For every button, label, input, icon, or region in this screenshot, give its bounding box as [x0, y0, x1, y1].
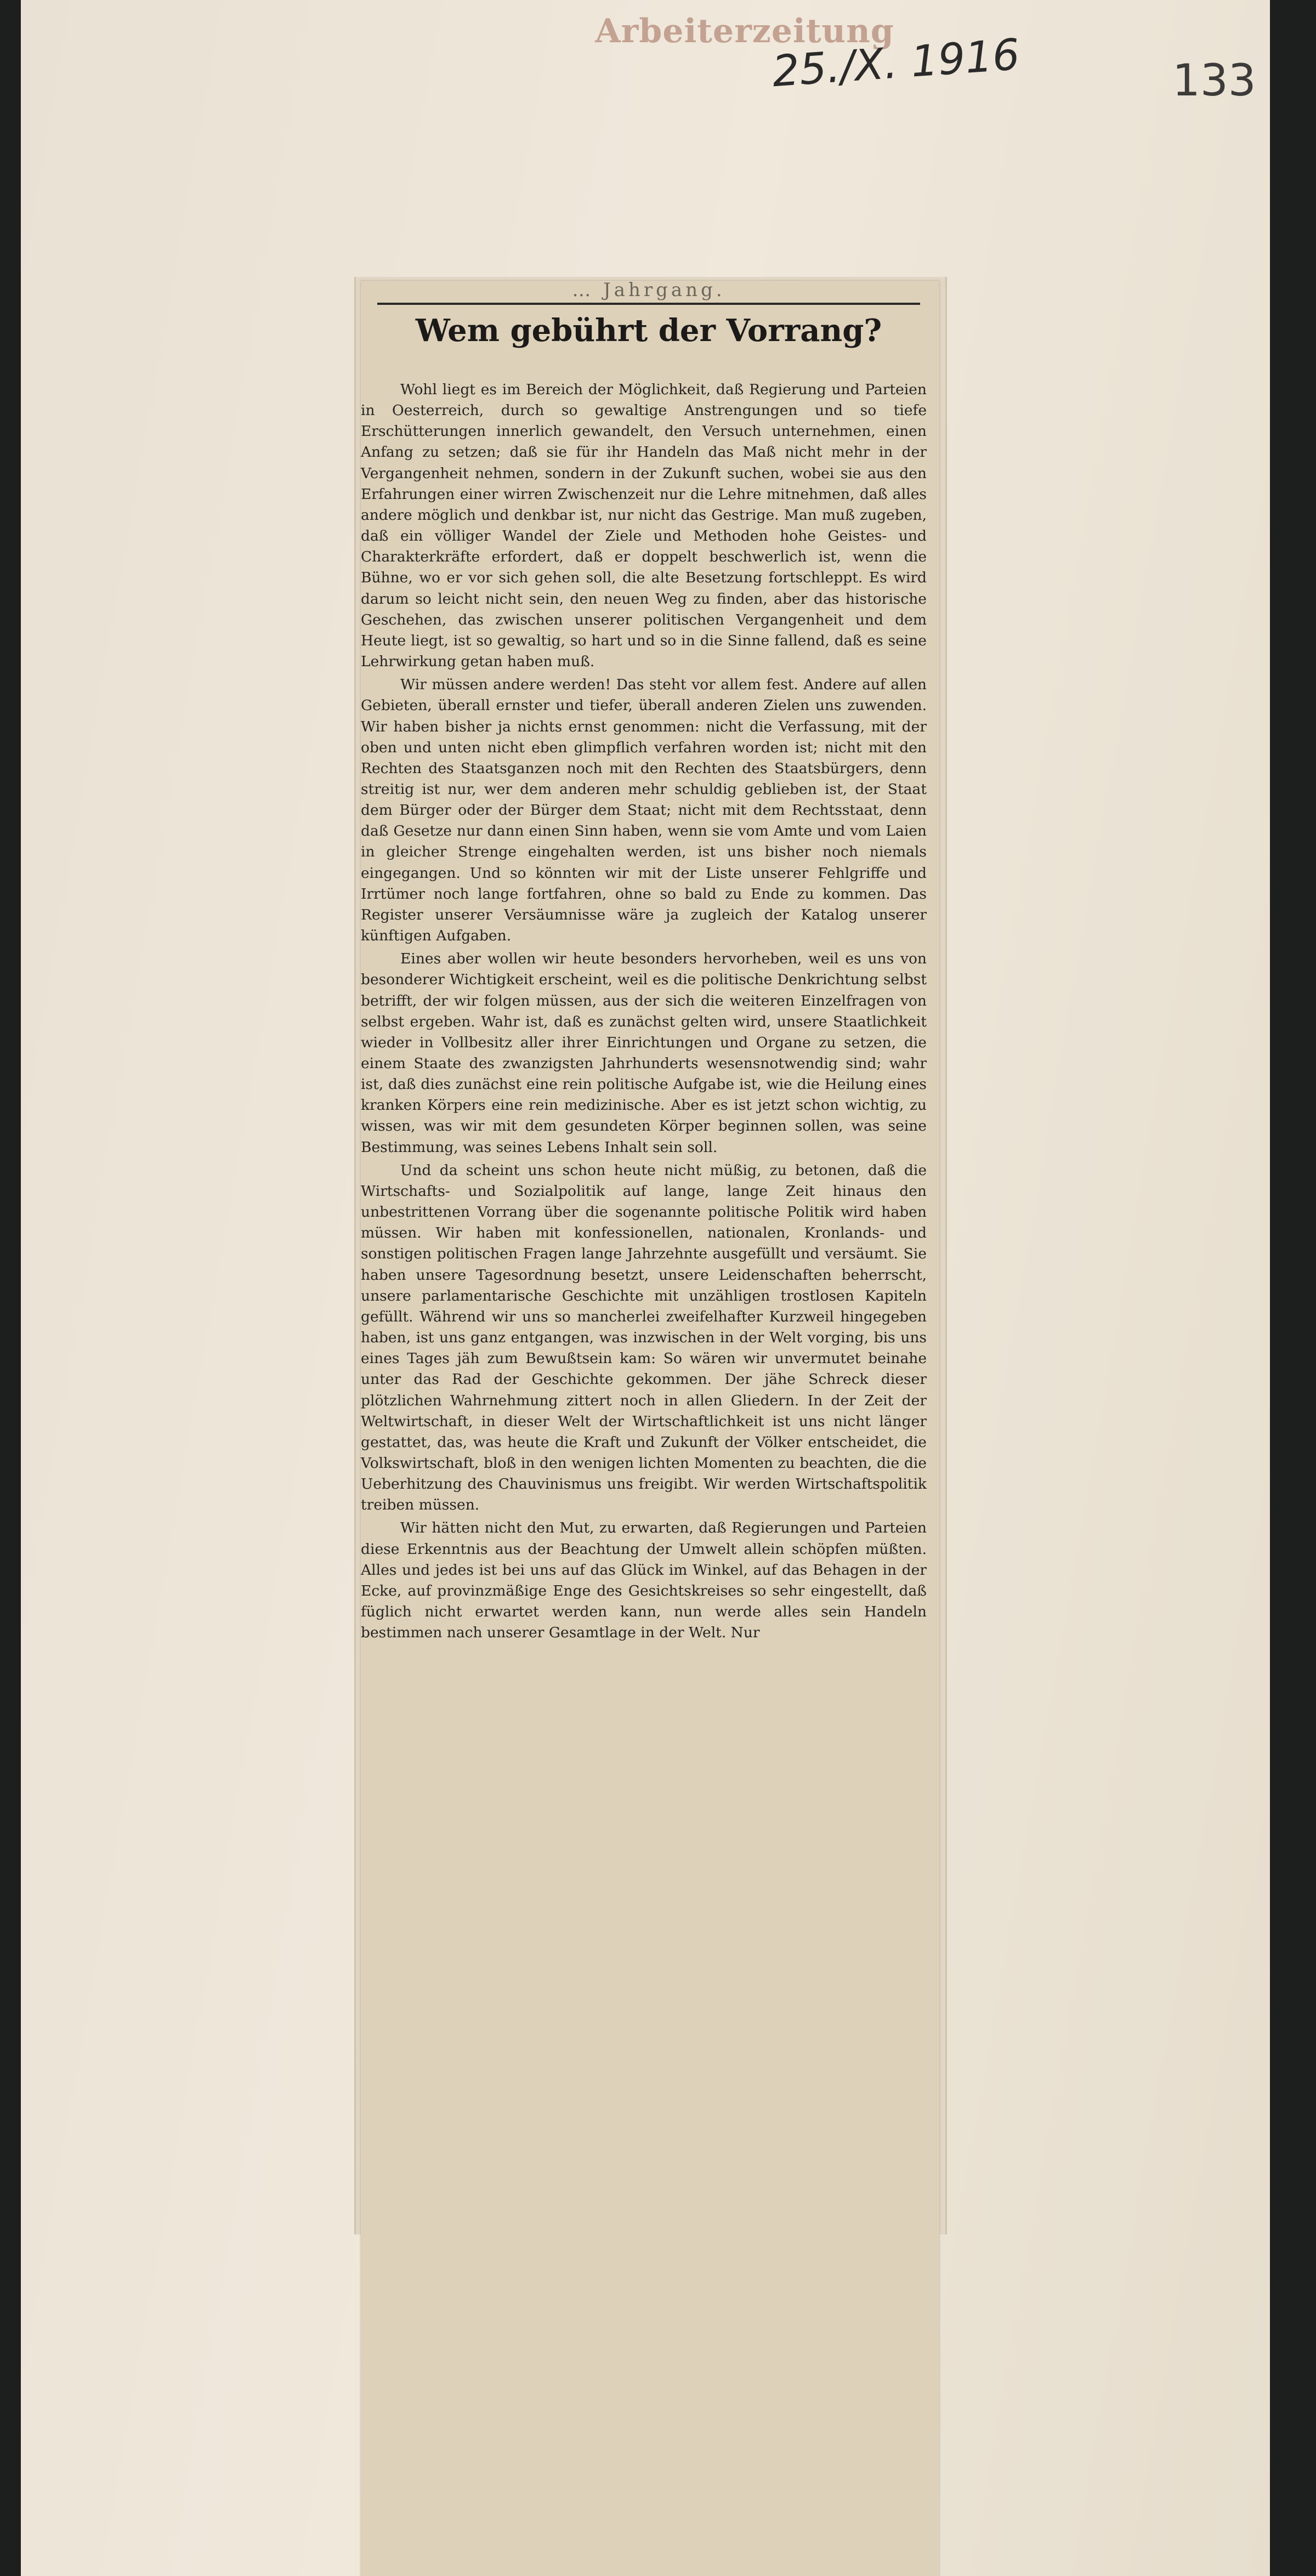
handwritten-page-number: 133	[1172, 55, 1256, 106]
article-paragraph: Und da scheint uns schon heute nicht müßig, zu betonen, daß die Wirtschafts- und Sozialpolitik auf lange, lange Zeit hinaus den unbestrittenen Vorrang über die sogenannte politische Politik wird haben müssen. Wir haben mit konfessionellen, nationalen, Kronlands- und sonstigen politischen Fragen lange Jahrzehnte ausgefüllt und versäumt. Sie haben unsere Tagesordnung besetzt, unsere Leidenschaften beherrscht, unsere parlamentarische Geschichte mit unzähligen trostlosen Kapiteln gefüllt. Während wir uns so mancherlei zweifelhafter Kurzweil hingegeben haben, ist uns ganz entgangen, was inzwischen in der Welt vorging, bis uns eines Tages jäh zum Bewußtsein kam: So wären wir unvermutet beinahe unter das Rad der Geschichte gekommen. Der jähe Schreck dieser plötzlichen Wahrnehmung zittert noch in allen Gliedern. In der Zeit der Weltwirtschaft, in dieser Welt der Wirtschaftlichkeit ist uns nicht länger gestattet, das, was heute die Kraft und Zukunft der Völker entscheidet, die Volkswirtschaft, bloß in den wenigen lichten Momenten zu beachten, die die Ueberhitzung des Chauvinismus uns freigibt. Wir werden Wirtschaftspolitik treiben müssen.	[361, 1161, 927, 1514]
article-paragraph: Eines aber wollen wir heute besonders hervorheben, weil es uns von besonderer Wichtigkeit erscheint, weil es die politische Denkrichtung selbst betrifft, der wir folgen müssen, aus der sich die weiteren Einzelfragen von selbst ergeben. Wahr ist, daß es zunächst gelten wird, unsere Staatlichkeit wieder in Vollbesitz aller ihrer Einrichtungen und Organe zu setzen, die einem Staate des zwanzigsten Jahrhunderts wesensnotwendig sind; wahr ist, daß dies zunächst eine rein politische Aufgabe ist, wie die Heilung eines kranken Körpers eine rein medizinische. Aber es ist jetzt schon wichtig, zu wissen, was wir mit dem gesundeten Körper beginnen sollen, was seine Bestimmung, was seines Lebens Inhalt sein soll.	[361, 950, 927, 1156]
article-paragraph: Wir hätten nicht den Mut, zu erwarten, daß Regierungen und Parteien diese Erkenntnis aus der Beachtung der Umwelt allein schöpfen müßten. Alles und jedes ist bei uns auf das Glück im Winkel, auf das Behagen in der Ecke, auf provinzmäßige Enge des Gesichtskreises so sehr eingestellt, daß füglich nicht erwartet werden kann, nun werde alles sein Handeln bestimmen nach unserer Gesamtlage in der Welt. Nur	[361, 1519, 927, 1642]
article-paragraph: Wohl liegt es im Bereich der Möglichkeit, daß Regierung und Parteien in Oesterreich, durch so gewaltige Anstrengungen und so tiefe Erschütterungen innerlich gewandelt, den Versuch unternehmen, einen Anfang zu setzen; daß sie für ihr Handeln das Maß nicht mehr in der Vergangenheit nehmen, sondern in der Zukunft suchen, wobei sie aus den Erfahrungen einer wirren Zwischenzeit nur die Lehre mitnehmen, daß alles andere möglich und denkbar ist, nur nicht das Gestrige. Man muß zugeben, daß ein völliger Wandel der Ziele und Methoden hohe Geistes- und Charakterkräfte erfordert, daß er doppelt beschwerlich ist, wenn die Bühne, wo er vor sich gehen soll, die alte Besetzung fortschleppt. Es wird darum so leicht nicht sein, den neuen Weg zu finden, aber das historische Geschehen, das zwischen unserer politischen Vergangenheit und dem Heute liegt, ist so gewaltig, so hart und so in die Sinne fallend, daß es seine Lehrwirkung getan haben muß.	[361, 381, 927, 671]
article-title: Wem gebührt der Vorrang?	[415, 313, 882, 349]
article-paragraph: Wir müssen andere werden! Das steht vor allem fest. Andere auf allen Gebieten, überall ernster und tiefer, überall anderen Zielen uns zuwenden. Wir haben bisher ja nichts ernst genommen: nicht die Verfassung, mit der oben und unten nicht eben glimpflich verfahren worden ist; nicht mit den Rechten des Staatsganzen noch mit den Rechten des Staatsbürgers, denn streitig ist nur, wer dem anderen mehr schuldig geblieben ist, der Staat dem Bürger oder der Bürger dem Staat; nicht mit dem Rechtsstaat, denn daß Gesetze nur dann einen Sinn haben, wenn sie vom Amte und vom Laien in gleicher Strenge eingehalten werden, ist uns bisher noch niemals eingegangen. Und so könnten wir mit der Liste unserer Fehlgriffe und Irrtümer noch lange fortfahren, ohne so bald zu Ende zu kommen. Das Register unserer Versäumnisse wäre ja zugleich der Katalog unserer künftigen Aufgaben.	[361, 676, 927, 945]
article-body	[361, 379, 927, 1646]
newspaper-clipping	[361, 281, 939, 2576]
handwritten-date: 25./X. 1916	[770, 30, 1022, 97]
masthead-fragment: … Jahrgang.	[377, 281, 920, 305]
archive-stamp: Arbeiterzeitung	[595, 12, 894, 50]
